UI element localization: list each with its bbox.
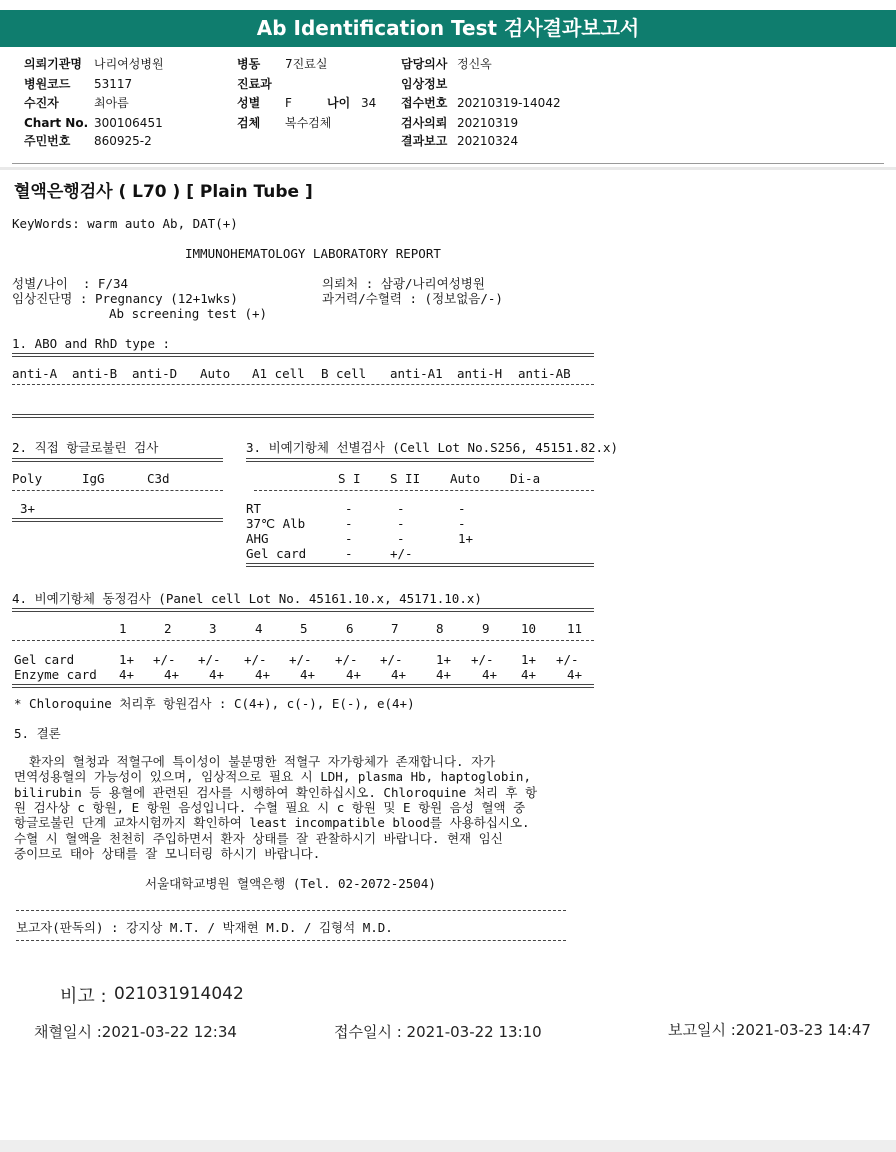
sec4-cell-1-9: 4+ xyxy=(521,667,537,682)
header-gray-strip xyxy=(0,167,896,170)
sec4-header-9: 10 xyxy=(521,621,537,636)
sec4-cell-0-6: +/- xyxy=(380,652,403,667)
label-clinical-info: 임상정보 xyxy=(401,77,448,91)
conclusion-line-6: 중이므로 태아 상태를 잘 모니터링 하시기 바랍니다. xyxy=(14,845,321,861)
sec2-title: 2. 직접 항글로불린 검사 xyxy=(12,440,159,455)
sec3-header-3: Di-a xyxy=(510,471,541,486)
label-age: 나이 xyxy=(327,96,351,110)
sec3-header-0: S I xyxy=(338,471,361,486)
label-patient: 수진자 xyxy=(24,96,59,110)
value-doctor: 정신옥 xyxy=(457,57,492,71)
sec1-header-3: Auto xyxy=(200,366,231,381)
sec1-header-1: anti-B xyxy=(72,366,118,381)
remark-value: 021031914042 xyxy=(114,984,244,1004)
sec3-row-label-3: Gel card xyxy=(246,546,307,561)
label-org: 의뢰기관명 xyxy=(24,57,82,71)
conclusion-line-4: 항글로불린 단계 교차시험까지 확인하여 least incompatible blood를 사용하십시오. xyxy=(14,815,530,831)
value-report-date: 20210324 xyxy=(457,134,519,148)
sec3-rule-top xyxy=(246,458,594,462)
value-receipt-no: 20210319-14042 xyxy=(457,96,561,110)
value-ward: 7진료실 xyxy=(285,57,328,71)
section-title: 혈액은행검사 ( L70 ) [ Plain Tube ] xyxy=(14,182,313,202)
sec3-cell-0-1: - xyxy=(397,501,405,516)
sec4-rule-mid xyxy=(12,640,594,641)
requester: 의뢰처 : 삼광/나리여성병원 xyxy=(322,276,485,291)
sec3-header-2: Auto xyxy=(450,471,481,486)
label-sex: 성별 xyxy=(237,96,261,110)
value-age: 34 xyxy=(361,96,377,110)
reported-datetime: 보고일시 :2021-03-23 14:47 xyxy=(668,1021,871,1039)
sec3-cell-0-2: - xyxy=(458,501,466,516)
sec4-rule-top xyxy=(12,608,594,612)
sec4-header-8: 9 xyxy=(482,621,490,636)
sec2-header-2: C3d xyxy=(147,471,170,486)
sec4-cell-1-4: 4+ xyxy=(300,667,316,682)
value-sex: F xyxy=(285,96,292,110)
label-doctor: 담당의사 xyxy=(401,57,448,71)
sec1-header-2: anti-D xyxy=(132,366,178,381)
sec4-cell-1-5: 4+ xyxy=(346,667,362,682)
sec1-rule-mid xyxy=(12,384,594,385)
label-report-date: 결과보고 xyxy=(401,134,448,148)
sec4-header-0: 1 xyxy=(119,621,127,636)
label-receipt-no: 접수번호 xyxy=(401,96,448,110)
sec4-rule-bottom xyxy=(12,684,594,688)
sec4-header-1: 2 xyxy=(164,621,172,636)
label-request-date: 검사의뢰 xyxy=(401,116,448,130)
sec1-header-7: anti-H xyxy=(457,366,503,381)
conclusion-line-3: 원 검사상 c 항원, E 항원 음성입니다. 수혈 필요 시 c 항원 및 E 항원 음성 혈액 중 xyxy=(14,799,526,815)
sec4-cell-0-0: 1+ xyxy=(119,652,135,667)
sec4-header-4: 5 xyxy=(300,621,308,636)
value-request-date: 20210319 xyxy=(457,116,519,130)
sec2-rule-bottom xyxy=(12,518,223,522)
sec3-cell-1-2: - xyxy=(458,516,466,531)
sec3-cell-1-0: - xyxy=(345,516,353,531)
sec4-header-10: 11 xyxy=(567,621,583,636)
sec3-cell-2-0: - xyxy=(345,531,353,546)
sec4-cell-1-10: 4+ xyxy=(567,667,583,682)
sec2-rule-top xyxy=(12,458,223,462)
value-specimen: 복수검체 xyxy=(285,116,332,130)
reporter: 보고자(판독의) : 강지상 M.T. / 박재현 M.D. / 김형석 M.D. xyxy=(16,920,393,935)
sec3-cell-0-0: - xyxy=(345,501,353,516)
received-datetime: 접수일시 : 2021-03-22 13:10 xyxy=(334,1023,542,1041)
header-divider xyxy=(12,163,884,164)
chloroquine-result: * Chloroquine 처리후 항원검사 : C(4+), c(-), E(-), e(4+) xyxy=(14,696,415,711)
sec3-title: 3. 비예기항체 선별검사 (Cell Lot No.S256, 45151.82.x) xyxy=(246,440,619,455)
sec4-cell-1-1: 4+ xyxy=(164,667,180,682)
conclusion-line-2: bilirubin 등 용혈에 관련된 검사를 시행하여 확인하십시오. Chloroquine 처리 후 항 xyxy=(14,784,538,800)
remark-label: 비고 : xyxy=(60,986,107,1007)
sec4-cell-0-1: +/- xyxy=(153,652,176,667)
sec4-cell-0-3: +/- xyxy=(244,652,267,667)
sec4-cell-0-5: +/- xyxy=(335,652,358,667)
sec3-row-label-1: 37℃ Alb xyxy=(246,516,306,531)
sec4-row-label-1: Enzyme card xyxy=(14,667,97,682)
sec4-row-label-0: Gel card xyxy=(14,652,75,667)
sec3-header-1: S II xyxy=(390,471,421,486)
sec5-title: 5. 결론 xyxy=(14,726,61,741)
sec4-cell-0-7: 1+ xyxy=(436,652,452,667)
sec3-rule-bottom xyxy=(246,563,594,567)
value-patient: 최아름 xyxy=(94,96,129,110)
collected-datetime: 채혈일시 :2021-03-22 12:34 xyxy=(34,1023,237,1041)
sec2-value-0: 3+ xyxy=(20,501,36,516)
reporter-rule-bottom xyxy=(16,940,566,941)
sec2-rule-mid xyxy=(12,490,223,491)
sec3-rule-mid xyxy=(254,490,594,491)
sec4-cell-1-2: 4+ xyxy=(209,667,225,682)
history: 과거력/수혈력 : (정보없음/-) xyxy=(322,291,503,306)
keywords: KeyWords: warm auto Ab, DAT(+) xyxy=(12,216,238,231)
sec4-title: 4. 비예기항체 동정검사 (Panel cell Lot No. 45161.10.x, 45171.10.x) xyxy=(12,591,482,606)
sex-age: 성별/나이 : F/34 xyxy=(12,276,129,291)
sec3-row-label-2: AHG xyxy=(246,531,269,546)
label-resident-no: 주민번호 xyxy=(24,134,71,148)
value-hospital-code: 53117 xyxy=(94,77,133,91)
sec3-row-label-0: RT xyxy=(246,501,262,516)
report-title: Ab Identification Test 검사결과보고서 xyxy=(0,10,896,47)
sec4-cell-1-8: 4+ xyxy=(482,667,498,682)
sec3-cell-3-1: +/- xyxy=(390,546,413,561)
conclusion-line-0: 환자의 혈청과 적혈구에 특이성이 불분명한 적혈구 자가항체가 존재합니다. 자가 xyxy=(14,754,496,769)
lab-title: IMMUNOHEMATOLOGY LABORATORY REPORT xyxy=(185,246,441,261)
sec1-rule-top xyxy=(12,353,594,357)
sec4-header-2: 3 xyxy=(209,621,217,636)
sec4-cell-0-2: +/- xyxy=(198,652,221,667)
sec4-cell-1-6: 4+ xyxy=(391,667,407,682)
label-department: 진료과 xyxy=(237,77,272,91)
label-chart-no: Chart No. xyxy=(24,116,89,130)
sec3-cell-2-2: 1+ xyxy=(458,531,474,546)
sec2-header-1: IgG xyxy=(82,471,105,486)
sec1-header-0: anti-A xyxy=(12,366,58,381)
sec1-header-6: anti-A1 xyxy=(390,366,443,381)
sec4-header-7: 8 xyxy=(436,621,444,636)
sec4-cell-1-0: 4+ xyxy=(119,667,135,682)
sec4-cell-1-3: 4+ xyxy=(255,667,271,682)
sec4-header-6: 7 xyxy=(391,621,399,636)
sec1-title: 1. ABO and RhD type : xyxy=(12,336,171,351)
label-ward: 병동 xyxy=(237,57,261,71)
sec3-cell-1-1: - xyxy=(397,516,405,531)
sec1-header-8: anti-AB xyxy=(518,366,571,381)
sec1-rule-bottom xyxy=(12,414,594,418)
label-hospital-code: 병원코드 xyxy=(24,77,71,91)
sec3-cell-2-1: - xyxy=(397,531,405,546)
conclusion-line-1: 면역성용혈의 가능성이 있으며, 임상적으로 필요 시 LDH, plasma Hb, haptoglobin, xyxy=(14,769,531,785)
diagnosis-1: 임상진단명 : Pregnancy (12+1wks) xyxy=(12,291,238,306)
value-chart-no: 300106451 xyxy=(94,116,163,130)
sec4-header-5: 6 xyxy=(346,621,354,636)
sec3-cell-3-0: - xyxy=(345,546,353,561)
page-bottom-strip xyxy=(0,1140,896,1152)
sec4-cell-0-9: 1+ xyxy=(521,652,537,667)
hospital-contact: 서울대학교병원 혈액은행 (Tel. 02-2072-2504) xyxy=(145,876,436,891)
reporter-rule-top xyxy=(16,910,566,911)
label-specimen: 검체 xyxy=(237,116,261,130)
diagnosis-2: Ab screening test (+) xyxy=(109,306,268,321)
sec4-cell-1-7: 4+ xyxy=(436,667,452,682)
conclusion-line-5: 수혈 시 혈액을 천천히 주입하면서 환자 상태를 잘 관찰하시기 바랍니다. 현재 임신 xyxy=(14,830,503,846)
sec4-cell-0-10: +/- xyxy=(556,652,579,667)
value-resident-no: 860925-2 xyxy=(94,134,152,148)
sec1-header-5: B cell xyxy=(321,366,367,381)
sec2-header-0: Poly xyxy=(12,471,43,486)
sec4-cell-0-8: +/- xyxy=(471,652,494,667)
sec4-cell-0-4: +/- xyxy=(289,652,312,667)
sec4-header-3: 4 xyxy=(255,621,263,636)
value-org: 나리여성병원 xyxy=(94,57,164,71)
sec1-header-4: A1 cell xyxy=(252,366,305,381)
